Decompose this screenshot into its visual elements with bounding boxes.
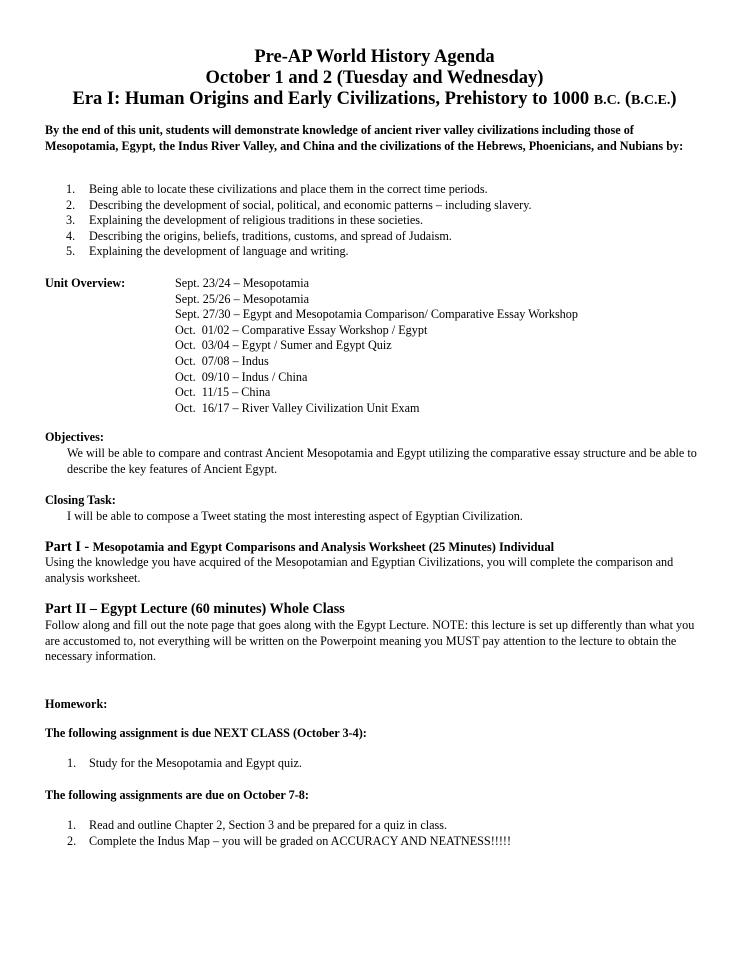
list-item	[45, 198, 705, 214]
page-title: Pre-AP World History Agenda	[254, 47, 495, 67]
era-subtitle	[0, 89, 749, 111]
goals-list	[45, 182, 705, 260]
part2-text: Follow along and fill out the note page that goes along with the Egypt Lecture. NOTE: this lecture is set up differently than what you are accustomed to, not everything will be written on the Powerpoint meaning you MUST pay attention to the lecture to obtain the necessary information.	[45, 618, 695, 664]
objectives-heading: Objectives:	[45, 430, 104, 444]
schedule-item: Oct. 03/04 – Egypt / Sumer and Egypt Quiz	[175, 338, 392, 353]
schedule-item: Oct. 16/17 – River Valley Civilization Unit Exam	[175, 400, 420, 415]
part1-heading	[45, 538, 554, 556]
schedule-item: Oct. 09/10 – Indus / China	[175, 369, 308, 384]
era-bc-text: B.C.	[593, 93, 621, 108]
closing-task-text: I will be able to compose a Tweet stating the most interesting aspect of Egyptian Civilization.	[67, 509, 523, 523]
list-item	[45, 213, 705, 229]
schedule-item: Oct. 01/02 – Comparative Essay Workshop / Egypt	[175, 322, 428, 337]
list-number: 4.	[66, 228, 76, 243]
schedule-item: Oct. 07/08 – Indus	[175, 353, 269, 368]
due-next-class-heading: The following assignment is due NEXT CLASS (October 3-4):	[45, 726, 367, 740]
list-item	[67, 834, 697, 850]
part1-text: Using the knowledge you have acquired of the Mesopotamian and Egyptian Civilizations, you will complete the comparison and analysis worksheet.	[45, 555, 674, 585]
schedule-item: Sept. 23/24 – Mesopotamia	[175, 276, 310, 290]
list-number: 5.	[66, 244, 76, 259]
era-title-text: Era I: Human Origins and Early Civilizations, Prehistory to 1000	[72, 89, 594, 109]
part1-title: Part I -	[45, 539, 93, 555]
list-number: 3.	[66, 213, 76, 228]
list-item	[45, 182, 705, 198]
list-text: Being able to locate these civilizations and place them in the correct time periods.	[89, 182, 488, 196]
part1-subtitle: Mesopotamia and Egypt Comparisons and Analysis Worksheet (25 Minutes) Individual	[92, 540, 555, 554]
due-oct-list	[67, 818, 697, 849]
list-item	[45, 229, 705, 245]
unit-intro: By the end of this unit, students will demonstrate knowledge of ancient river valley civilizations including those of Mesopotamia, Egypt, the Indus River Valley, and China and the civilizations of the Hebrews, Phoenicians, and Nubians by:	[45, 123, 684, 153]
due-next-class-list	[67, 756, 697, 772]
list-text: Describing the origins, beliefs, traditions, customs, and spread of Judaism.	[89, 228, 452, 243]
list-number: 1.	[67, 756, 77, 770]
list-item	[45, 244, 705, 260]
unit-overview-schedule	[175, 276, 578, 416]
era-bce-text: B.C.E.	[631, 93, 671, 108]
list-text: Explaining the development of religious traditions in these societies.	[89, 213, 424, 228]
list-item	[67, 756, 697, 772]
date-subtitle: October 1 and 2 (Tuesday and Wednesday)	[205, 68, 544, 88]
list-number: 2.	[66, 197, 76, 212]
list-number: 1.	[67, 818, 77, 832]
era-paren-open: (	[620, 89, 632, 109]
schedule-item: Sept. 25/26 – Mesopotamia	[175, 291, 310, 306]
list-item	[67, 818, 697, 834]
schedule-item: Oct. 11/15 – China	[175, 385, 271, 400]
due-oct-heading: The following assignments are due on October 7-8:	[45, 788, 309, 802]
schedule-item: Sept. 27/30 – Egypt and Mesopotamia Comparison/ Comparative Essay Workshop	[175, 307, 578, 322]
list-text: Read and outline Chapter 2, Section 3 and be prepared for a quiz in class.	[89, 818, 448, 832]
list-text: Study for the Mesopotamia and Egypt quiz.	[89, 756, 302, 770]
list-number: 1.	[66, 182, 76, 196]
list-text: Complete the Indus Map – you will be graded on ACCURACY AND NEATNESS!!!!!	[89, 833, 512, 848]
list-text: Describing the development of social, political, and economic patterns – including slavery.	[89, 197, 532, 212]
homework-heading: Homework:	[45, 697, 108, 711]
list-number: 2.	[67, 833, 77, 848]
list-text: Explaining the development of language and writing.	[89, 244, 349, 259]
unit-overview-label: Unit Overview:	[45, 276, 126, 290]
era-paren-close: )	[670, 89, 677, 109]
closing-task-heading: Closing Task:	[45, 493, 116, 507]
part2-heading: Part II – Egypt Lecture (60 minutes) Whole Class	[45, 601, 345, 617]
objectives-text: We will be able to compare and contrast Ancient Mesopotamia and Egypt utilizing the comparative essay structure and be able to describe the key features of Ancient Egypt.	[67, 446, 697, 476]
